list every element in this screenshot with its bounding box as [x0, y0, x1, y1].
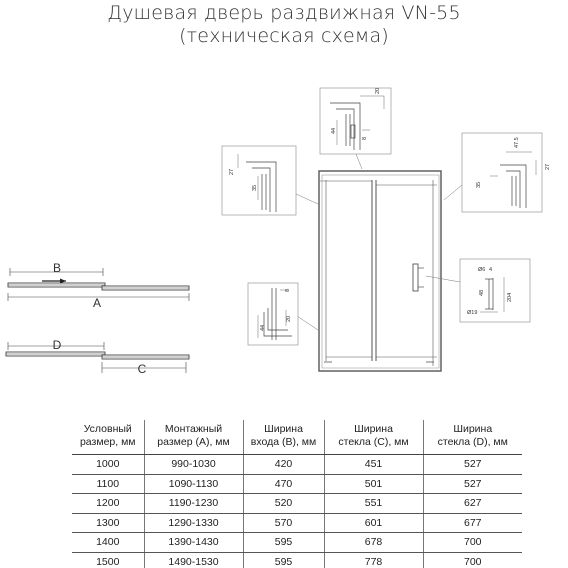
- table-cell: 527: [423, 455, 522, 475]
- table-cell: 700: [423, 533, 522, 553]
- table-cell: 1000: [72, 455, 144, 475]
- table-cell: 1500: [72, 552, 144, 568]
- label-c: C: [137, 362, 147, 376]
- detail-mid-left: [248, 283, 298, 345]
- detail-handle: [460, 259, 530, 322]
- table-cell: 501: [324, 474, 423, 494]
- table-row: [72, 494, 522, 514]
- door-front-view: [319, 171, 441, 371]
- column-header: Ширина стекла (D), мм: [423, 420, 522, 455]
- label-a: A: [92, 296, 102, 310]
- detail-top-center: [320, 88, 391, 154]
- table-cell: 1200: [72, 494, 144, 514]
- table-row: [72, 474, 522, 494]
- table-row: [72, 513, 522, 533]
- column-header: Монтажный размер (A), мм: [144, 420, 243, 455]
- table-cell: 778: [324, 552, 423, 568]
- table-cell: 595: [243, 552, 324, 568]
- table-cell: 677: [423, 513, 522, 533]
- dim-top-right-3: 27: [545, 163, 551, 170]
- table-cell: 700: [463, 556, 482, 568]
- page-title: Душевая дверь раздвижная VN-55: [107, 2, 461, 24]
- table-cell: 1190-1230: [144, 494, 243, 514]
- dim-top-left-2: 35: [252, 184, 258, 191]
- table-row: [72, 552, 522, 568]
- table-cell: 420: [243, 455, 324, 475]
- table-cell: 1290-1330: [144, 513, 243, 533]
- dim-top-center-3: 8: [362, 136, 368, 140]
- table-cell: 627: [423, 494, 522, 514]
- table-cell: 451: [324, 455, 423, 475]
- table-header-row: [72, 420, 522, 455]
- column-header: Условный размер, мм: [72, 420, 144, 455]
- table-cell: 1390-1430: [144, 533, 243, 553]
- dim-top-right-1: 47.5: [514, 137, 520, 148]
- table-cell: 570: [243, 513, 324, 533]
- dim-handle-4: Ø19: [467, 310, 478, 316]
- dim-handle-3: 204: [507, 292, 513, 302]
- dim-handle-2: 4: [489, 267, 493, 273]
- detail-top-right: [462, 133, 551, 212]
- label-d: D: [52, 338, 62, 352]
- table-row: [72, 455, 522, 475]
- column-header: Ширина стекла (C), мм: [324, 420, 423, 455]
- table-cell: 990-1030: [144, 455, 243, 475]
- leader-lines: [288, 154, 462, 330]
- dim-handle-1: Ø6: [478, 267, 486, 273]
- table-cell: 1100: [72, 474, 144, 494]
- dim-mid-left-2: 44: [260, 324, 266, 331]
- table-cell: 1300: [72, 513, 144, 533]
- table-cell: 527: [423, 474, 522, 494]
- table-cell: 1090-1130: [144, 474, 243, 494]
- table-cell: 520: [243, 494, 324, 514]
- column-header: Ширина входа (B), мм: [243, 420, 324, 455]
- dim-top-right-2: 35: [476, 181, 482, 188]
- plan-view-dc: [6, 342, 189, 373]
- size-table: [72, 420, 522, 568]
- table-cell: 1490-1530: [144, 552, 243, 568]
- page-subtitle: (техническая схема): [179, 25, 389, 47]
- table-cell: 470: [243, 474, 324, 494]
- dim-handle-5: 48: [479, 289, 485, 296]
- dim-top-center-2: 44: [331, 127, 337, 134]
- detail-top-left: [222, 146, 296, 215]
- table-cell: 551: [324, 494, 423, 514]
- dim-mid-left-3: 20: [286, 315, 292, 322]
- table-row: [72, 533, 522, 553]
- dim-mid-left-1: 8: [285, 288, 291, 292]
- label-b: B: [52, 261, 62, 275]
- table-cell: 1400: [72, 533, 144, 553]
- table-cell: 678: [324, 533, 423, 553]
- dim-top-center-1: 20: [375, 87, 381, 94]
- dim-top-left-1: 27: [229, 168, 235, 175]
- table-cell: 601: [324, 513, 423, 533]
- table-cell: 595: [243, 533, 324, 553]
